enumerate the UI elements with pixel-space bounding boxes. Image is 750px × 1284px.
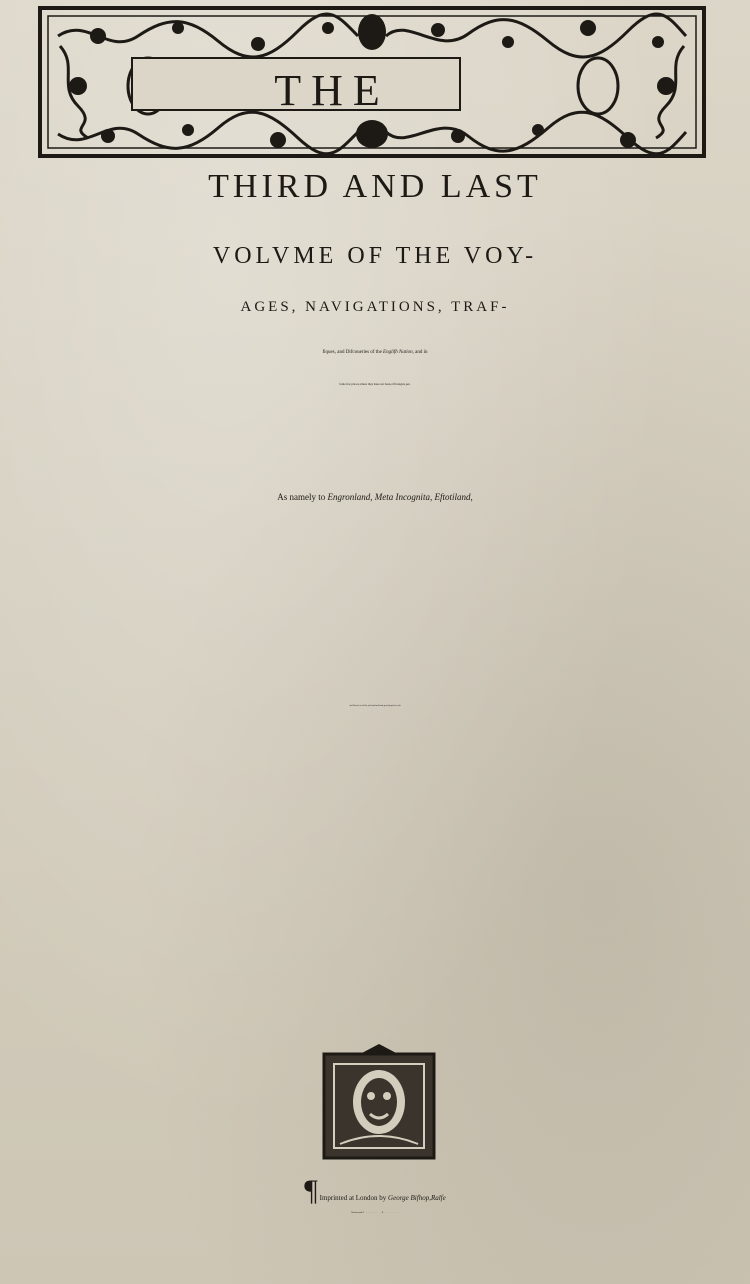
para1-line-1: As namely to Engronland, Meta Incognita, Eftotiland, [277, 492, 473, 502]
header-the: THE [274, 65, 390, 115]
imprint-line-1: ¶ Imprinted at London by George Bifhop,Ralfe [304, 1174, 446, 1207]
printers-device-emblem [320, 1044, 438, 1162]
ornamental-header-frame [38, 6, 706, 158]
para2-line-1: And likewife to all the yles both fmall and great lying before the [349, 705, 401, 707]
title-line-3: AGES, NAVIGATIONS, TRAF- [240, 299, 510, 315]
title-line-2: VOLVME OF THE VOY- [212, 243, 538, 269]
subtitle-line-2: fome few places,where they haue not been,of ftrangers,per- [339, 382, 411, 386]
subtitle-line-1: fiques, and Difcoueries of the Englifh Nation, and in [322, 350, 428, 355]
title-line-1: THIRD AND LAST [208, 168, 542, 205]
pilcrow-icon: ¶ [304, 1174, 318, 1207]
imprint-line-2: Newberie,and Robert Barker. [351, 1212, 399, 1214]
